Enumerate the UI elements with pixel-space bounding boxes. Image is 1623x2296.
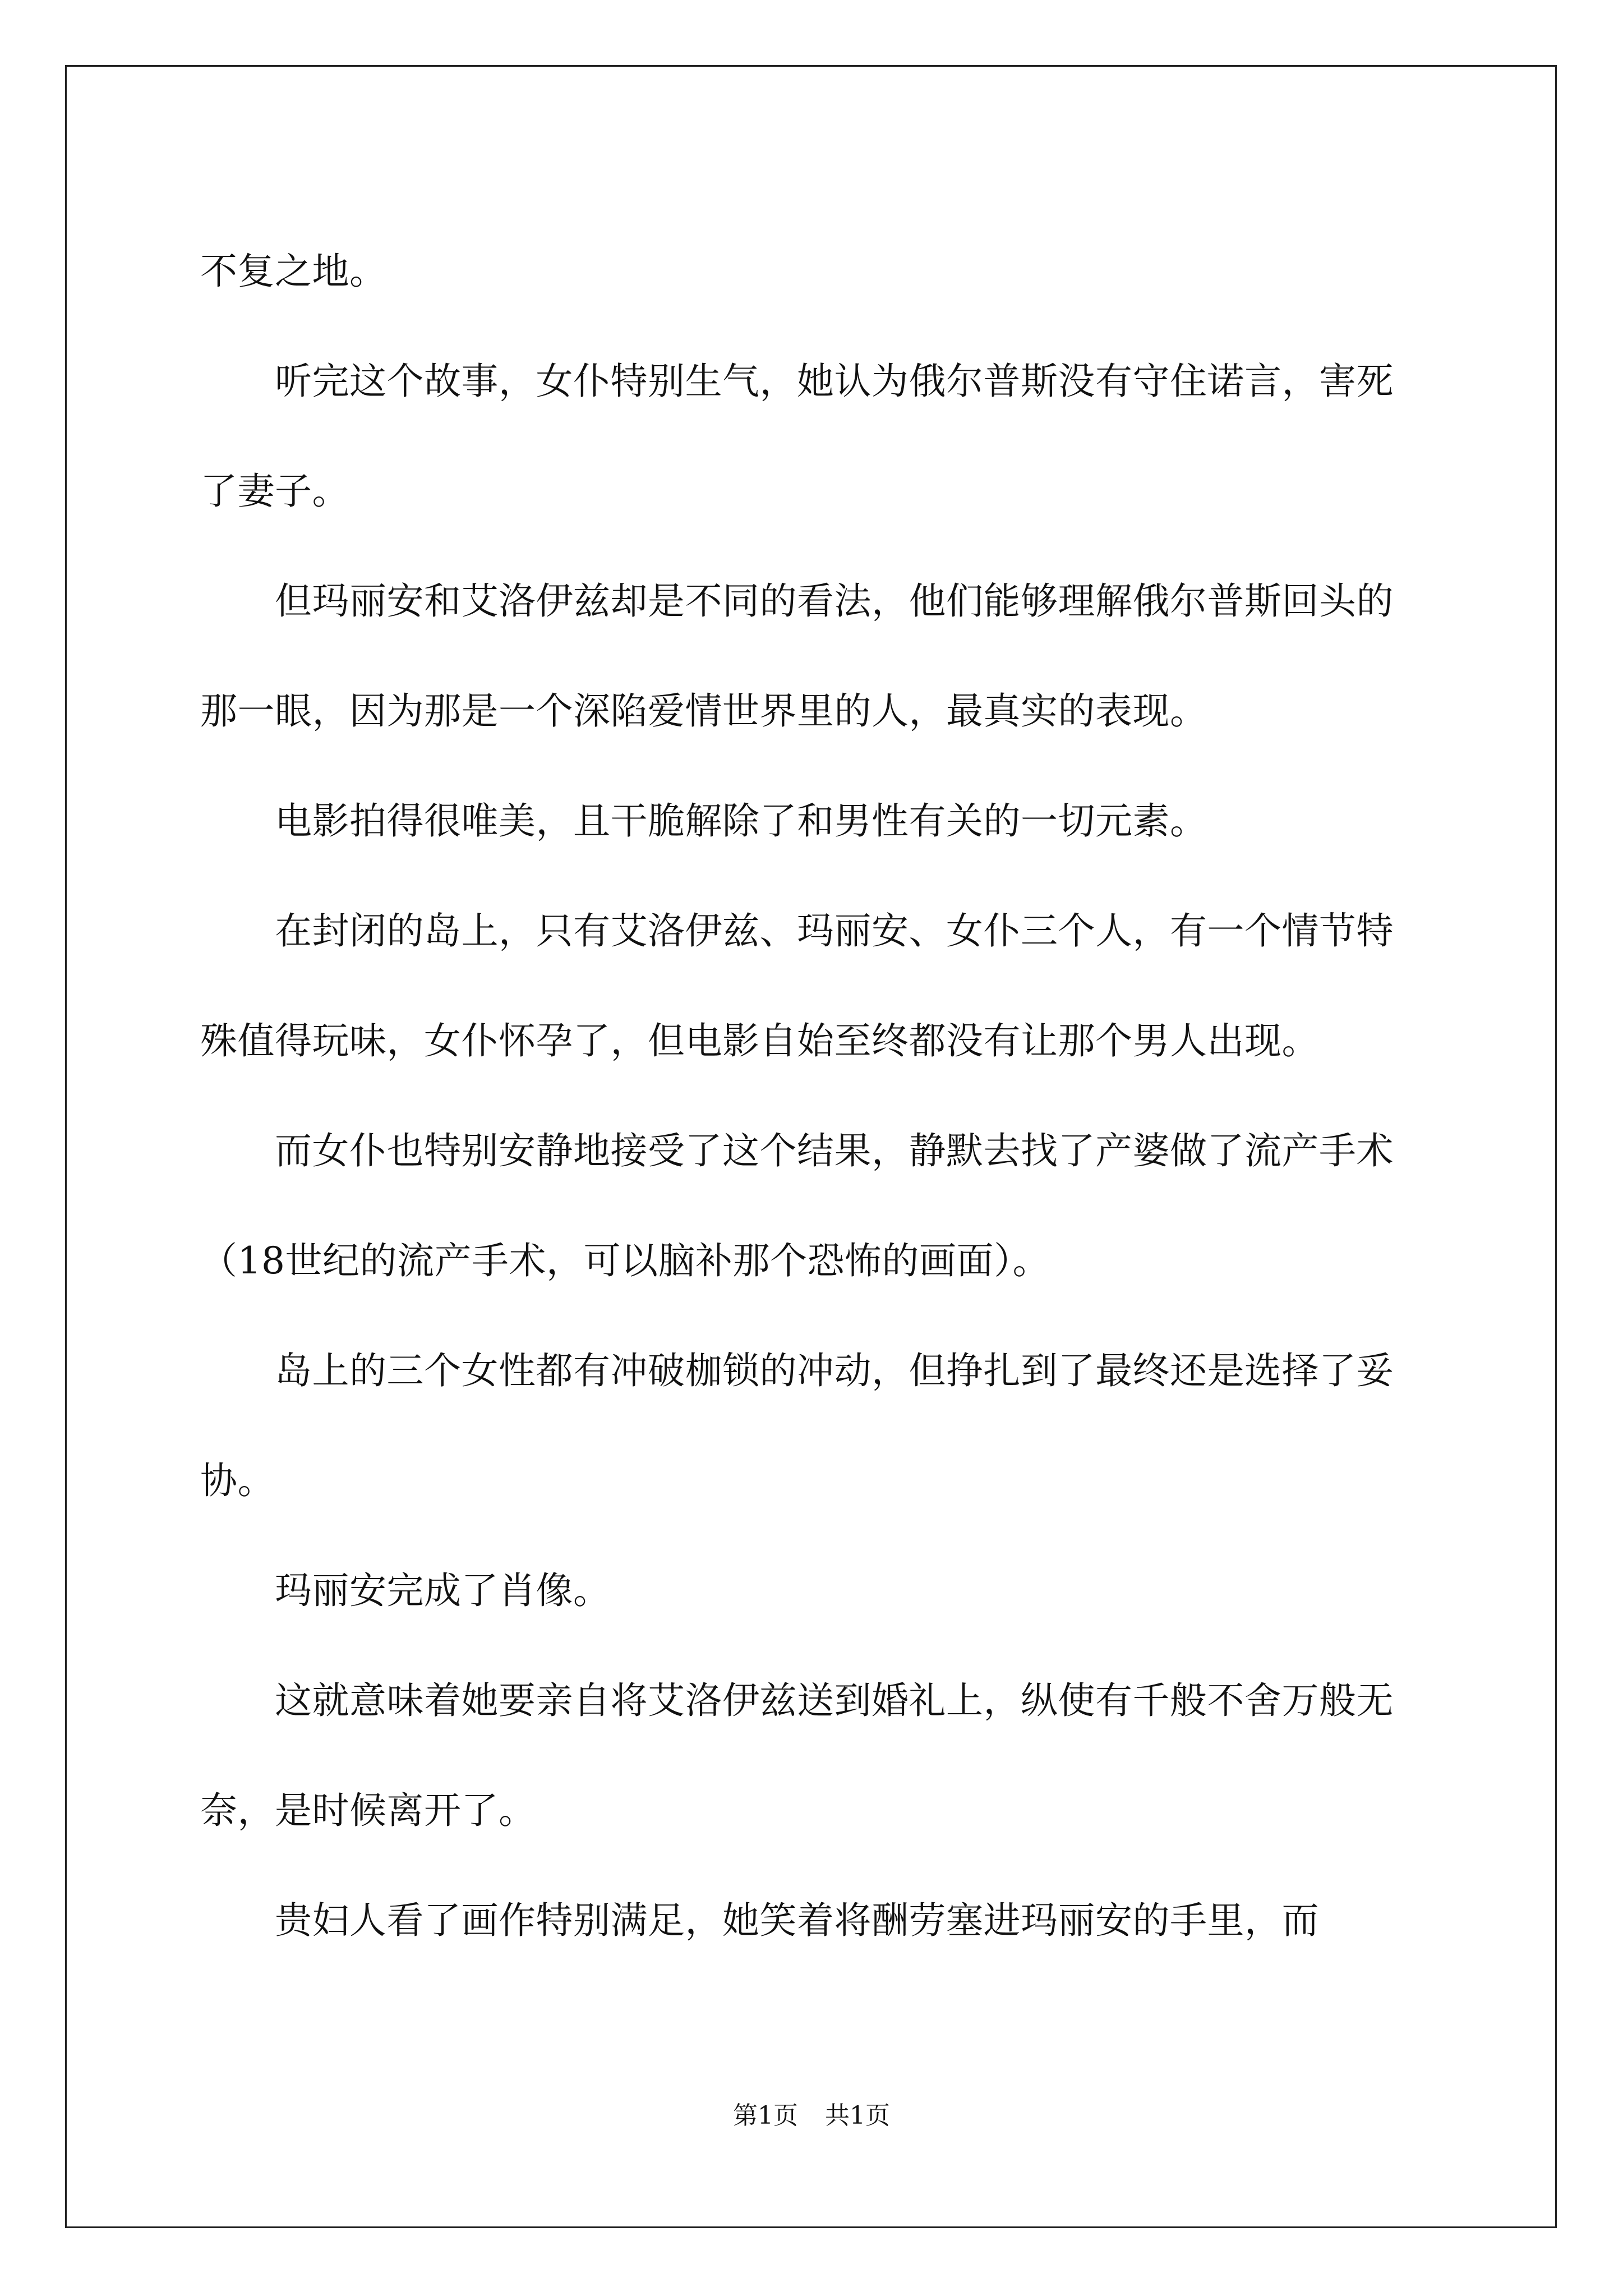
- paragraph: 在封闭的岛上，只有艾洛伊兹、玛丽安、女仆三个人，有一个情节特殊值得玩味，女仆怀孕了，但电影自始至终都没有让那个男人出现。: [200, 909, 1394, 1062]
- paragraph: 电影拍得很唯美，且干脆解除了和男性有关的一切元素。: [200, 799, 1207, 843]
- paragraph: 岛上的三个女性都有冲破枷锁的冲动，但挣扎到了最终还是选择了妥协。: [200, 1349, 1394, 1502]
- page-footer: [0, 2099, 1623, 2133]
- page-total: 共1页: [825, 2101, 890, 2130]
- page-number: 第1页: [733, 2101, 798, 2130]
- paragraph: 贵妇人看了画作特别满足，她笑着将酬劳塞进玛丽安的手里，而: [200, 1899, 1319, 1942]
- paragraph: 但玛丽安和艾洛伊兹却是不同的看法，他们能够理解俄尔普斯回头的那一眼，因为那是一个深陷爱情世界里的人，最真实的表现。: [200, 579, 1394, 733]
- paragraph: 这就意味着她要亲自将艾洛伊兹送到婚礼上，纵使有千般不舍万般无奈，是时候离开了。: [200, 1679, 1394, 1832]
- paragraph: 而女仆也特别安静地接受了这个结果，静默去找了产婆做了流产手术（18世纪的流产手术，可以脑补那个恐怖的画面）。: [200, 1129, 1394, 1282]
- document-body: [200, 217, 1423, 1976]
- paragraph: 玛丽安完成了肖像。: [200, 1569, 611, 1612]
- paragraph: 听完这个故事，女仆特别生气，她认为俄尔普斯没有守住诺言，害死了妻子。: [200, 360, 1394, 513]
- paragraph: 不复之地。: [200, 250, 387, 293]
